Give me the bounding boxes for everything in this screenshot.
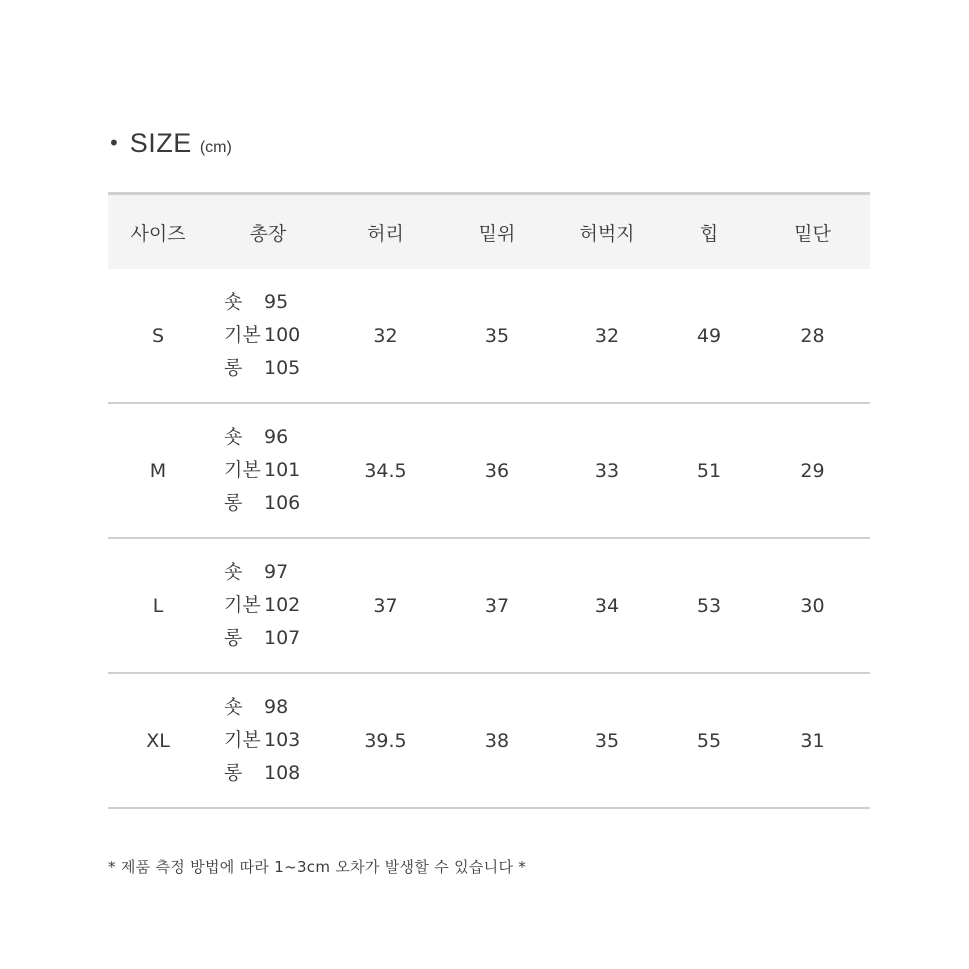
measurement-note: * 제품 측정 방법에 따라 1~3cm 오차가 발생할 수 있습니다 * xyxy=(108,858,527,876)
length-label: 롱 xyxy=(224,762,243,784)
title-text: SIZE xyxy=(129,128,192,158)
size-cell: L xyxy=(152,594,164,617)
length-cell xyxy=(208,286,328,385)
size-cell: S xyxy=(151,324,165,347)
length-label: 롱 xyxy=(224,492,243,514)
length-label: 숏 xyxy=(224,291,243,313)
table-row xyxy=(108,404,870,539)
length-label: 숏 xyxy=(224,426,243,448)
header-thigh: 허벅지 xyxy=(579,222,635,245)
length-value: 100 xyxy=(264,324,301,346)
section-title xyxy=(108,128,232,159)
size-cell: M xyxy=(149,459,167,482)
length-value: 106 xyxy=(264,492,301,514)
thigh-cell: 32 xyxy=(594,324,620,347)
table-row xyxy=(108,269,870,404)
length-line xyxy=(224,724,328,757)
title-unit: (cm) xyxy=(199,139,232,156)
length-value: 97 xyxy=(264,561,289,583)
length-line xyxy=(224,454,328,487)
header-waist: 허리 xyxy=(367,222,404,245)
header-hem: 밑단 xyxy=(794,222,831,245)
table-row xyxy=(108,539,870,674)
hem-cell: 28 xyxy=(800,324,825,347)
length-value: 103 xyxy=(264,729,301,751)
thigh-cell: 33 xyxy=(594,459,620,482)
rise-cell: 35 xyxy=(484,324,510,347)
length-cell xyxy=(208,421,328,520)
hip-cell: 49 xyxy=(696,324,722,347)
rise-cell: 37 xyxy=(484,594,510,617)
length-label: 기본 xyxy=(224,459,261,481)
length-value: 108 xyxy=(264,762,301,784)
bullet-icon: • xyxy=(108,131,120,155)
length-label: 숏 xyxy=(224,561,243,583)
rise-cell: 36 xyxy=(484,459,510,482)
length-label: 기본 xyxy=(224,729,261,751)
length-label: 기본 xyxy=(224,324,261,346)
length-label: 숏 xyxy=(224,696,243,718)
table-header-row xyxy=(108,192,870,269)
length-value: 98 xyxy=(264,696,289,718)
hip-cell: 51 xyxy=(696,459,722,482)
length-line xyxy=(224,622,328,655)
hip-cell: 55 xyxy=(696,729,722,752)
length-line xyxy=(224,691,328,724)
thigh-cell: 34 xyxy=(594,594,620,617)
length-cell xyxy=(208,691,328,790)
length-line xyxy=(224,589,328,622)
header-hip: 힙 xyxy=(699,222,719,245)
hem-cell: 31 xyxy=(800,729,825,752)
size-cell: XL xyxy=(146,729,170,752)
length-line xyxy=(224,421,328,454)
header-rise: 밑위 xyxy=(478,222,516,245)
length-value: 95 xyxy=(264,291,289,313)
waist-cell: 32 xyxy=(373,324,398,347)
hem-cell: 29 xyxy=(800,459,825,482)
header-length: 총장 xyxy=(249,222,287,245)
length-value: 105 xyxy=(264,357,301,379)
rise-cell: 38 xyxy=(484,729,510,752)
hip-cell: 53 xyxy=(696,594,722,617)
size-table xyxy=(108,192,870,809)
length-line xyxy=(224,286,328,319)
length-line xyxy=(224,556,328,589)
length-line xyxy=(224,352,328,385)
length-value: 101 xyxy=(264,459,301,481)
length-value: 107 xyxy=(264,627,301,649)
waist-cell: 34.5 xyxy=(364,459,407,482)
waist-cell: 39.5 xyxy=(364,729,407,752)
hem-cell: 30 xyxy=(800,594,825,617)
table-row xyxy=(108,674,870,809)
length-line xyxy=(224,319,328,352)
length-label: 롱 xyxy=(224,627,243,649)
length-value: 96 xyxy=(264,426,289,448)
length-line xyxy=(224,487,328,520)
length-label: 기본 xyxy=(224,594,261,616)
length-cell xyxy=(208,556,328,655)
length-label: 롱 xyxy=(224,357,243,379)
length-value: 102 xyxy=(264,594,301,616)
length-line xyxy=(224,757,328,790)
waist-cell: 37 xyxy=(373,594,398,617)
header-size: 사이즈 xyxy=(130,222,186,245)
thigh-cell: 35 xyxy=(594,729,620,752)
